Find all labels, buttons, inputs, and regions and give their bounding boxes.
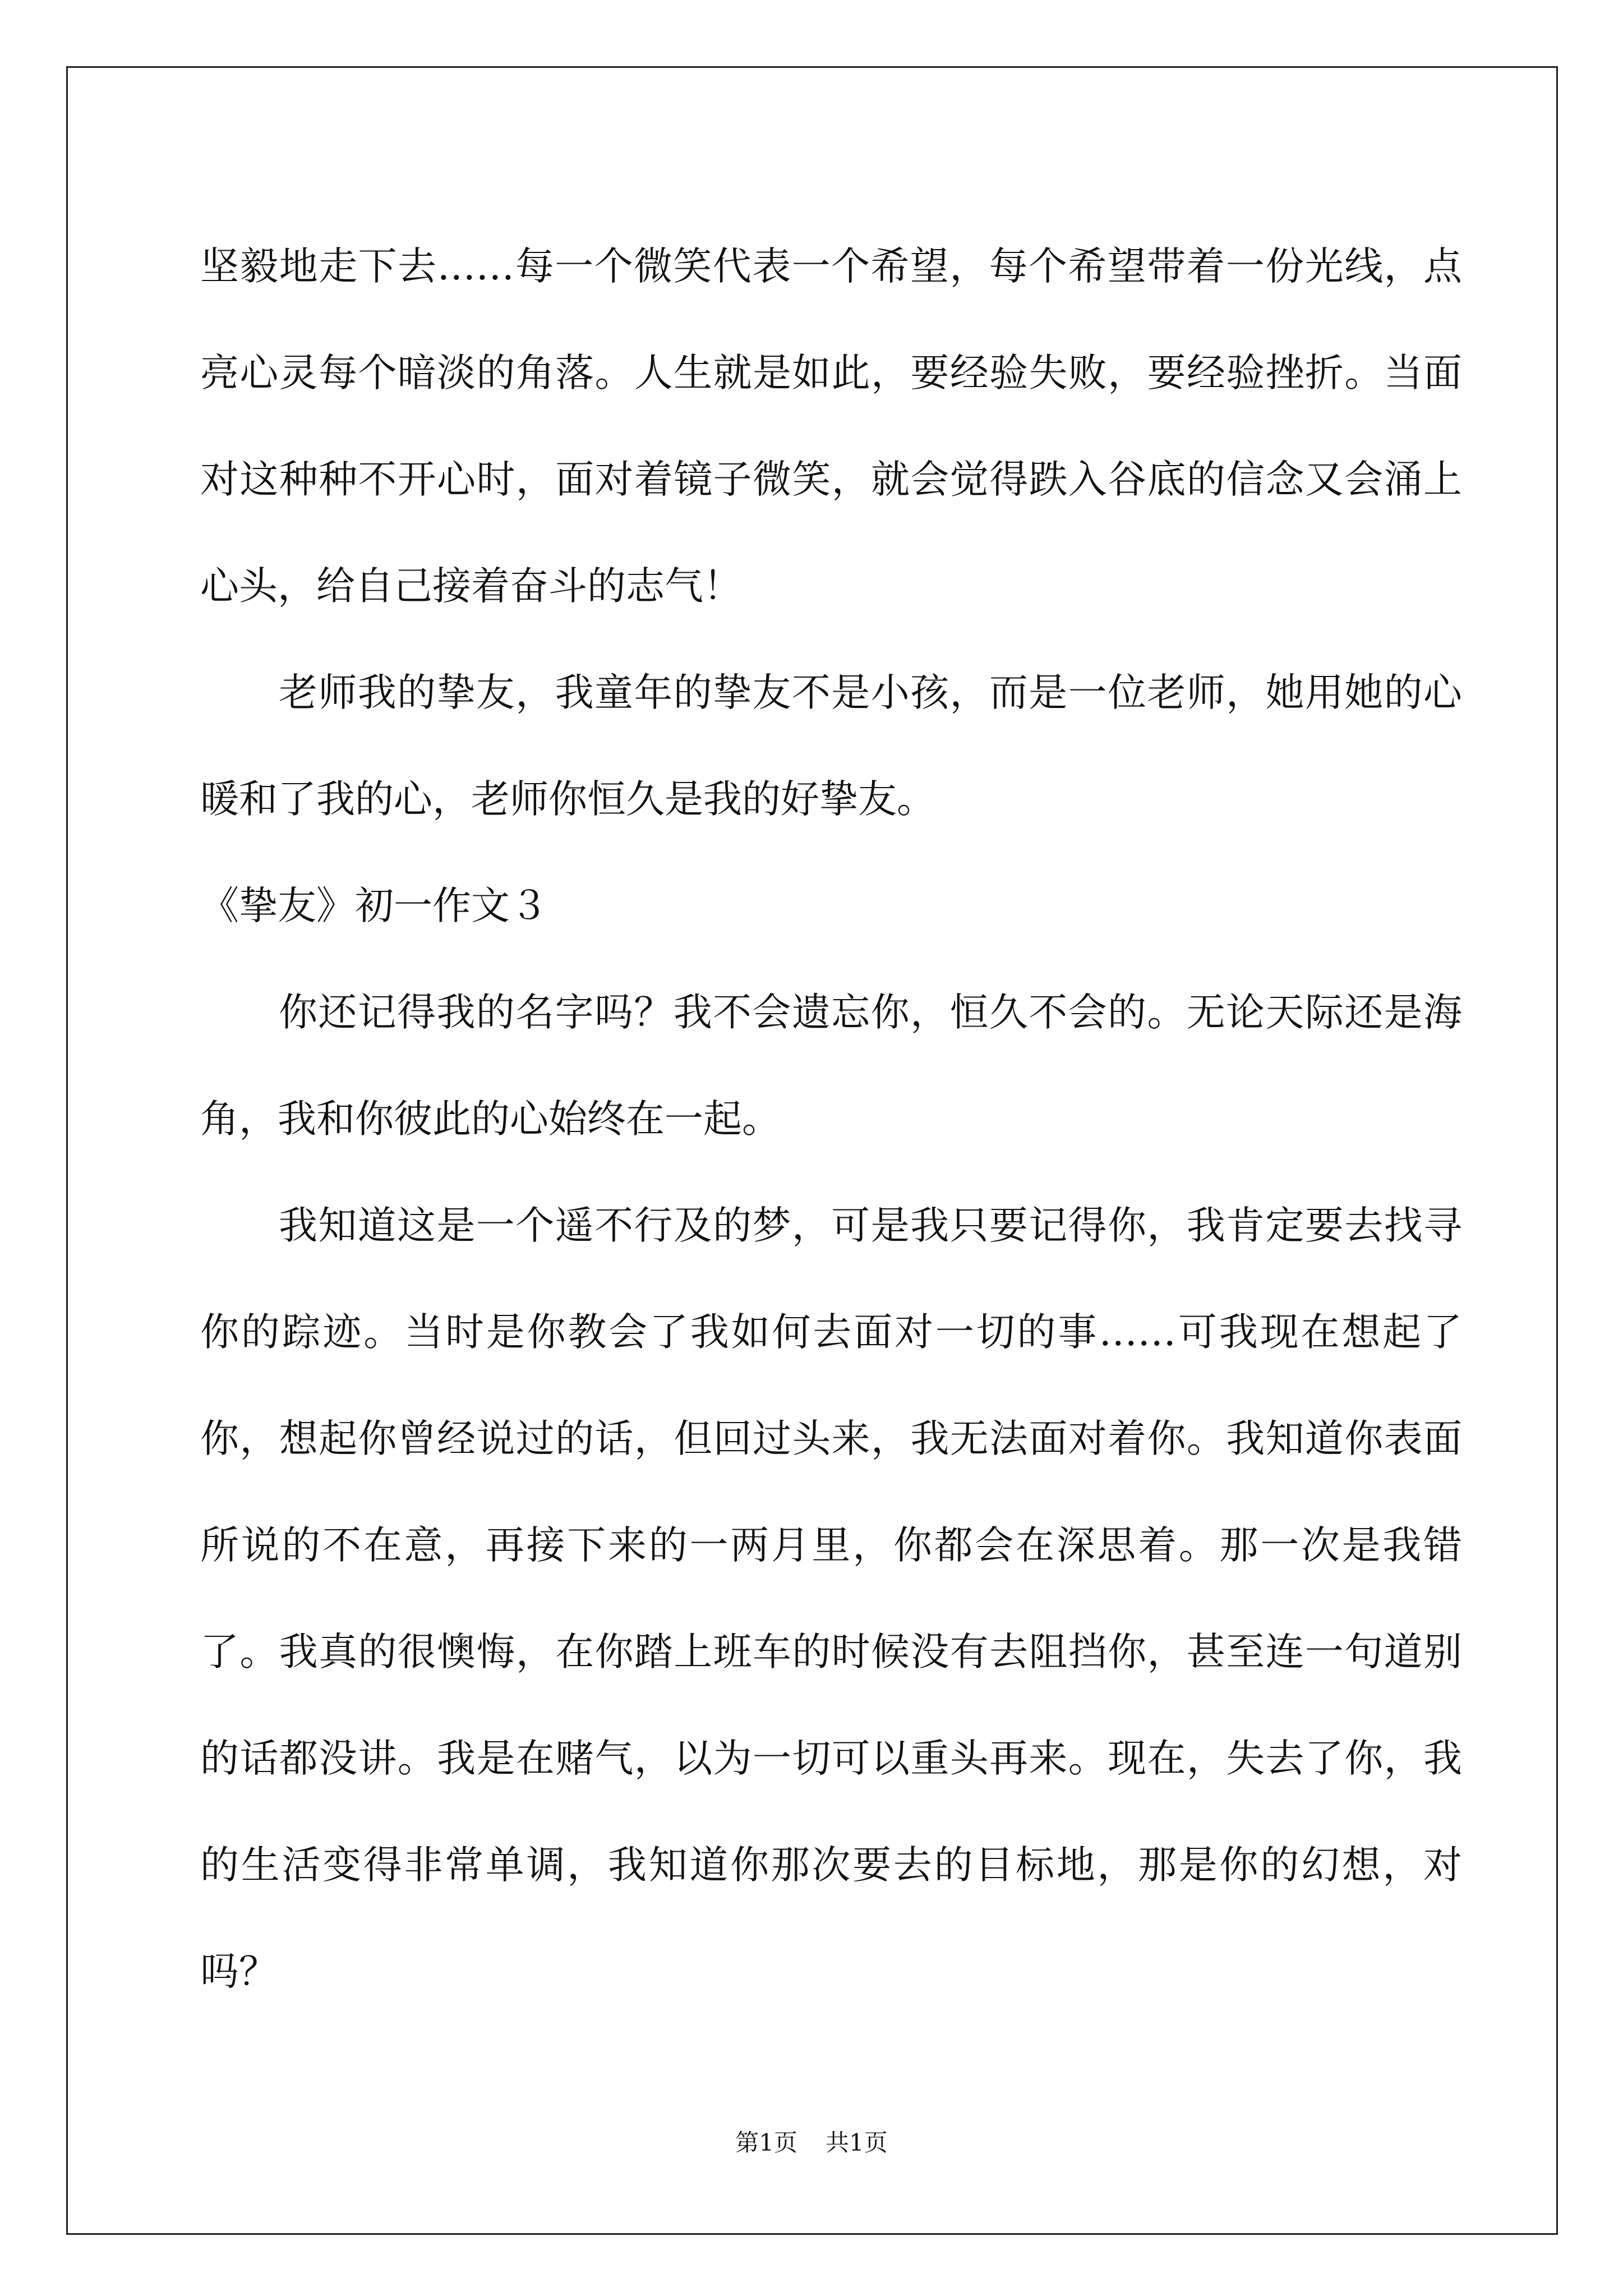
- paragraph: 老师我的挚友，我童年的挚友不是小孩，而是一位老师，她用她的心暖和了我的心，老师你恒久是我的好挚友。: [200, 670, 1462, 822]
- document-body: [200, 213, 1462, 2025]
- paragraph: 我知道这是一个遥不行及的梦，可是我只要记得你，我肯定要去找寻你的踪迹。当时是你教会了我如何去面对一切的事……可我现在想起了你，想起你曾经说过的话，但回过头来，我无法面对着你。我知道你表面所说的不在意，再接下来的一两月里，你都会在深思着。那一次是我错了。我真的很懊悔，在你踏上班车的时候没有去阻挡你，甚至连一句道别的话都没讲。我是在赌气，以为一切可以重头再来。现在，失去了你，我的生活变得非常单调，我知道你那次要去的目标地，那是你的幻想，对吗？: [200, 1203, 1462, 1994]
- section-heading: 《挚友》初一作文３: [200, 884, 548, 928]
- page-number: 第1页: [735, 2129, 797, 2156]
- page-footer: [0, 2126, 1623, 2160]
- page-total: 共1页: [826, 2129, 888, 2156]
- paragraph: 坚毅地走下去……每一个微笑代表一个希望，每个希望带着一份光线，点亮心灵每个暗淡的角落。人生就是如此，要经验失败，要经验挫折。当面对这种种不开心时，面对着镜子微笑，就会觉得跌入谷底的信念又会涌上心头，给自己接着奋斗的志气！: [200, 244, 1462, 609]
- paragraph: 你还记得我的名字吗？我不会遗忘你，恒久不会的。无论天际还是海角，我和你彼此的心始终在一起。: [200, 990, 1462, 1142]
